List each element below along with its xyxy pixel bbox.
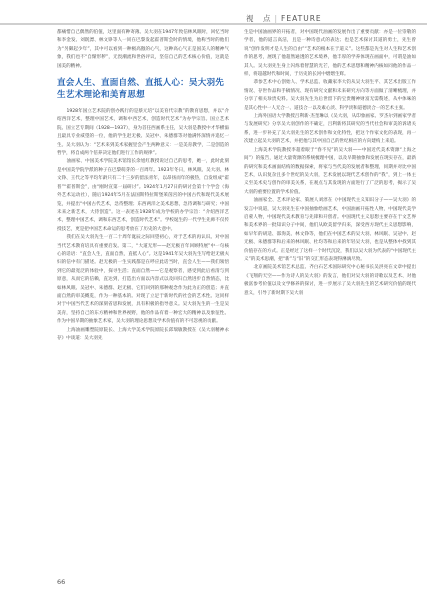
left-column: [57, 29, 229, 343]
body-paragraph: 油画家、中国美术学院美术馆馆长余旭红教授说过自己的思考，她一，此时此刻是中国美学院学派的种子在巴黎萌芽的一百周年。1923年冬日，林风眠、吴大羽、林文铮、王代之等平均年龄只有二十三岁的留法青年，以昂扬而年的极热，自发组成“霍普”“霍普斯会”，由“刚时宣第一届研讨”。1924年1月27日的研讨会第十个学会（海外艺术运动社），随后1924年5月在法国斯特拉斯堡莱茵宫的中国古代和现代美术展览，并提出“中国古代艺术，急待整理；东西两洋之美术思想，急待调和与研究；中国未来之新艺术，大待创造”。这一表述在1928年成为学校的办学宗旨：“介绍西洋艺术，整理中国艺术，调和东西艺术，创造时代艺术”。学校诞生的一代学生先师不仅传授技艺，更是把中国艺术命运的思考放在了历史的大意中。: [57, 159, 229, 232]
section-subheading: 直会人生、直面自然、直抵人心：吴大羽先生艺术理论和美育思想: [57, 78, 225, 100]
header-divider: [0, 23, 427, 25]
right-column: [244, 29, 416, 298]
header-separator: |: [274, 14, 279, 23]
section-feature-label: FEATURE: [281, 14, 322, 23]
body-paragraph: 上海美术学院教授李超着眼于“春不见”的吴大羽——中国近代美术资源“上海之间”）的报告，通过大量资源的系统梳理中国，以及早期抽象和发展在现实存在，最新的研究和美术画面结构的数据探索，将家与当代美的发展者和整理，同期并对比中国艺术，认识复杂且多个世纪的吴大羽，艺术发展以现代艺术创作的“我”，到上一体主义至美术史与创作的审美关系，在观点与其发现的方面进行了广泛的思考，揭示了吴大羽的重要位置的学术价值。: [244, 147, 416, 195]
body-paragraph: 油画家全、艺术评论家、策展人刘淳在《中国现代主义知识分子——吴大羽》的发言中说道，吴大羽先生在中国抽象绘画艺术，中国油画开拓性人物，中国现代美学启蒙人物，中国现代美术教育与先锋和开创者。中国现代主义思想主要存在于文艺界和美术界的一批知识分子中间，他们从欧美留学归来，深受西方现代主义思想影响，如早年的胡适、邵洵美、林文铮等，他们在中国艺术的吴大羽、林风眠、吴冠中、赵无极、朱德群等和后来的林风眠、杜均等和后来的年轻吴大羽，也是从整体中找到其价值存在的方式。正是经过了这样一个时代沉淀，我们以吴大羽为代表的“中国现代主义”的美术思潮，把“新”与“旧”的交汇形态表现得淋漓尽致。: [244, 198, 416, 262]
body-paragraph: 上海外国语大学教授吕利新·杰奎琳以《吴大羽，从印象画家、罗杰尔到画家学者与发展研究》分享吴大羽创作的不确定，吕利新将其研究的当代社会和审美的诉诸关系，进一步补充了吴大羽先生的艺术创作和文化特性，把这个作家文化的表现，再一次建立起吴大羽的艺术，并把他与其中国自己的世纪相应的方向建构上来追。: [244, 114, 416, 145]
body-paragraph: 1928年国立艺术院的创办践行的是蔡元培“以美育代宗教”的教育思想，并以“介绍西洋艺术，整理中国艺术，调和中西艺术，创造时代艺术”为办学宗旨。国立艺术院、国立艺专期间（1928—1937），身为首任西画系主任，吴大羽是教授中才华横溢且最具专业威望的一位，他的学生赵无极、吴冠中、朱德群等对他满怀深情并追忆一生。吴大羽认为：“艺术来到美术家握里会产生两种意义：一是美育教学，二是创造的哲学，将自成两个倍养决定他们进行工作的规律”。: [57, 109, 229, 157]
body-paragraph: 生是中国油画界的开拓者，对中国现代油画的发展作出了重要贡献：亦是一位崇敬的学者，他的道言高洁，且是一种诗意式的表达；也是艺术探讨其道的勇士，先生曾说“创作发明才是人生的自由”“艺术的根本在于道义”。这些都是先生对人生和艺术创作的思考，展现了他超然通透的艺术境界，他丰厚的学养体现在画面中，可谓是油如其人。吴大羽先生身上闪烁着智慧的光芒，他的艺术思想和精神内核如同他的作品一样，将超越时代和时间，于历史的长河中熠熠生辉。: [244, 30, 416, 78]
section-label: 視 点: [246, 14, 272, 23]
page-number: 66: [57, 578, 66, 586]
page-header: [0, 13, 427, 25]
intro-paragraph: 都痛惜自己偶然的伯值，这里面有种寄薄。吴大羽在1947年致信林风眠时，回忆当时和李金发、刘既漂、林文铮等人一同在巴黎发起霍普斯会时的情境，他称当时的他们为“另御起少年”，其中可以看到一种极高傲的心气，这种高心气正是国美人的精神气象，我们也不“自惭形秽”，无畏潮流和世俗评议，坚信自己的艺术核心价值，这就是国美的精神。: [57, 30, 229, 69]
body-paragraph: 恭参艺术中心创始人、学术总监、收藏家李大钧从吴大羽生平、其艺术出版工作情况、存世作品和手稿情况、现有研究文献和未来研究方向等方面做了清晰梳理，并分享了相关珍贵史料。吴大羽先生为后世留下的宝贵精神财富无需赘述，从中体味的是其心性中一人无合一、道技合一以及素心淡、科学淡和道德淡合一的艺术主张。: [244, 80, 416, 111]
body-paragraph: 我们在吴大羽先生一百二十周年诞辰之际回望初心，对于艺术的再认识。对中国当代艺术教育培具有重要启发。第二，“大道无形——赵无极百年回顾特展”中一句核心的话语：“直会人生，直面自然，直抵人心”。这是1941年吴大羽先生写给赵无极夫妇的信中有门描述。赵无极的一生实践都是在呼应此话当时，直会人生——我们领悟到它的最宽泛的体验中，探寻生活；直面自然——它是观察者，感受到此后看清与到原意，从而它的信赖，直达到，打造出方面以内容式以及回归自然进步自然情态，比如林风眠、吴冠中、朱德群、赵无极、它们回到的那种观念作为此为正的创造；并直面自然的审美概览，作为一种基本的。对现了立足于新时代的社会的艺术性。这同样对于中国当代艺术的深刻省思和发展，具有积极的指导意义。吴大羽先生的一生是吴美育，坚持自己的东方精神和世界视野，他的作品有着一种宏大的精神以及象征性。作为中国早期的抽象艺术家，吴大羽的理论思想及学术价值有的不可忽视的贡献。: [57, 235, 229, 325]
body-paragraph: 上海油画雕塑院原院长、上海大学美术学院原院长邱瑞敏教授在《吴大羽精神永存》中谈道：吴大羽先: [57, 327, 229, 341]
body-paragraph: 北京画院美术馆艺术总监、齐白石艺术国际研究中心秘书长吴洪亮在文章中提出《飞翔的天空——作为诗人的吴大羽》的发言，他们对吴大羽的诗歌以及艺术、对他极富参考价值以及文学修养的探讨，进一步展示了吴大羽先生的艺术研究价值的现代意义，引导了新时期下吴大羽: [244, 265, 416, 296]
